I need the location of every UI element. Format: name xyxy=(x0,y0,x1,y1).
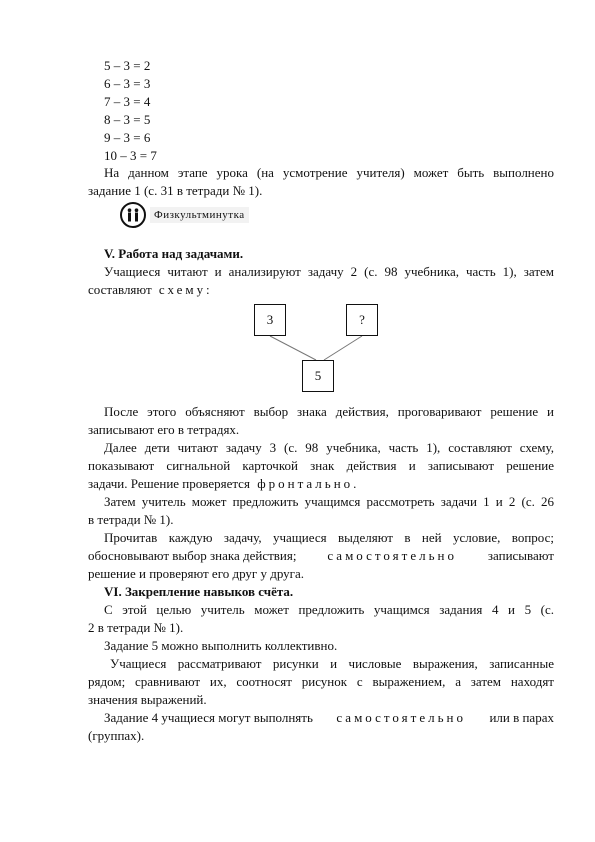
paragraph-line: Прочитав каждую задачу, учащиеся выделяют в ней условие, вопрос; xyxy=(104,530,554,545)
emphasized-text: схему: xyxy=(158,282,213,297)
text-fragment: записывают xyxy=(487,548,554,563)
paragraph-line: записывают его в тетрадях. xyxy=(88,422,240,437)
section-heading: V. Работа над задачами. xyxy=(104,246,244,261)
paragraph-line: Учащиеся читают и анализируют задачу 2 (с. 98 учебника, часть 1), затем xyxy=(104,264,554,279)
equation-line: 5 – 3 = 2 xyxy=(104,58,151,73)
paragraph-line: рядом; сравнивают их, соотносят рисунок с выражением, а затем находят xyxy=(88,674,554,689)
equation-line: 8 – 3 = 5 xyxy=(104,112,151,127)
paragraph-line: показывают сигнальной карточкой знак действия и записывают решение xyxy=(88,458,554,473)
equation-line: 10 – 3 = 7 xyxy=(104,148,157,163)
paragraph-line xyxy=(88,475,554,493)
text-fragment: составляют xyxy=(88,282,152,297)
scheme-box-bottom: 5 xyxy=(302,360,334,392)
paragraph-line: задание 1 (с. 31 в тетради № 1). xyxy=(88,183,263,198)
two-people-icon xyxy=(120,202,146,228)
equation-line: 6 – 3 = 3 xyxy=(104,76,151,91)
paragraph-line xyxy=(88,281,554,299)
equation-line: 9 – 3 = 6 xyxy=(104,130,151,145)
text-fragment: задачи. Решение проверяется xyxy=(88,476,250,491)
section-heading: VI. Закрепление навыков счёта. xyxy=(104,584,294,599)
paragraph-line: решение и проверяют его друг у друга. xyxy=(88,566,305,581)
paragraph-line xyxy=(104,709,554,727)
emphasized-text: самостоятельно xyxy=(327,548,457,563)
paragraph-line: Далее дети читают задачу 3 (с. 98 учебника, часть 1), составляют схему, xyxy=(104,440,554,455)
paragraph-line: После этого объясняют выбор знака действия, проговаривают решение и xyxy=(104,404,554,419)
paragraph-line: (группах). xyxy=(88,728,145,743)
paragraph-line: в тетради № 1). xyxy=(88,512,174,527)
equation-line: 7 – 3 = 4 xyxy=(104,94,151,109)
paragraph-line: значения выражений. xyxy=(88,692,207,707)
emphasized-text: самостоятельно xyxy=(336,710,466,725)
scheme-box-right: ? xyxy=(346,304,378,336)
emphasized-text: фронтально. xyxy=(257,476,360,491)
paragraph-line: Задание 5 можно выполнить коллективно. xyxy=(104,638,338,653)
paragraph-line: Учащиеся рассматривают рисунки и числовые выражения, записанные xyxy=(110,656,554,671)
paragraph-line xyxy=(88,547,554,565)
fizminutka-label: Физкультминутка xyxy=(150,207,249,223)
text-fragment: обосновывают выбор знака действия; xyxy=(88,548,297,563)
paragraph-line: С этой целью учитель может предложить учащимся задания 4 и 5 (с. xyxy=(104,602,554,617)
fizminutka-badge xyxy=(120,200,249,230)
scheme-box-left: 3 xyxy=(254,304,286,336)
text-fragment: Задание 4 учащиеся могут выполнять xyxy=(104,710,313,725)
paragraph-line: 2 в тетради № 1). xyxy=(88,620,184,635)
text-fragment: или в парах xyxy=(489,710,554,725)
paragraph-line: На данном этапе урока (на усмотрение учителя) может быть выполнено xyxy=(104,165,554,180)
task-scheme-diagram xyxy=(250,300,390,400)
paragraph-line: Затем учитель может предложить учащимся рассмотреть задачи 1 и 2 (с. 26 xyxy=(104,494,554,509)
